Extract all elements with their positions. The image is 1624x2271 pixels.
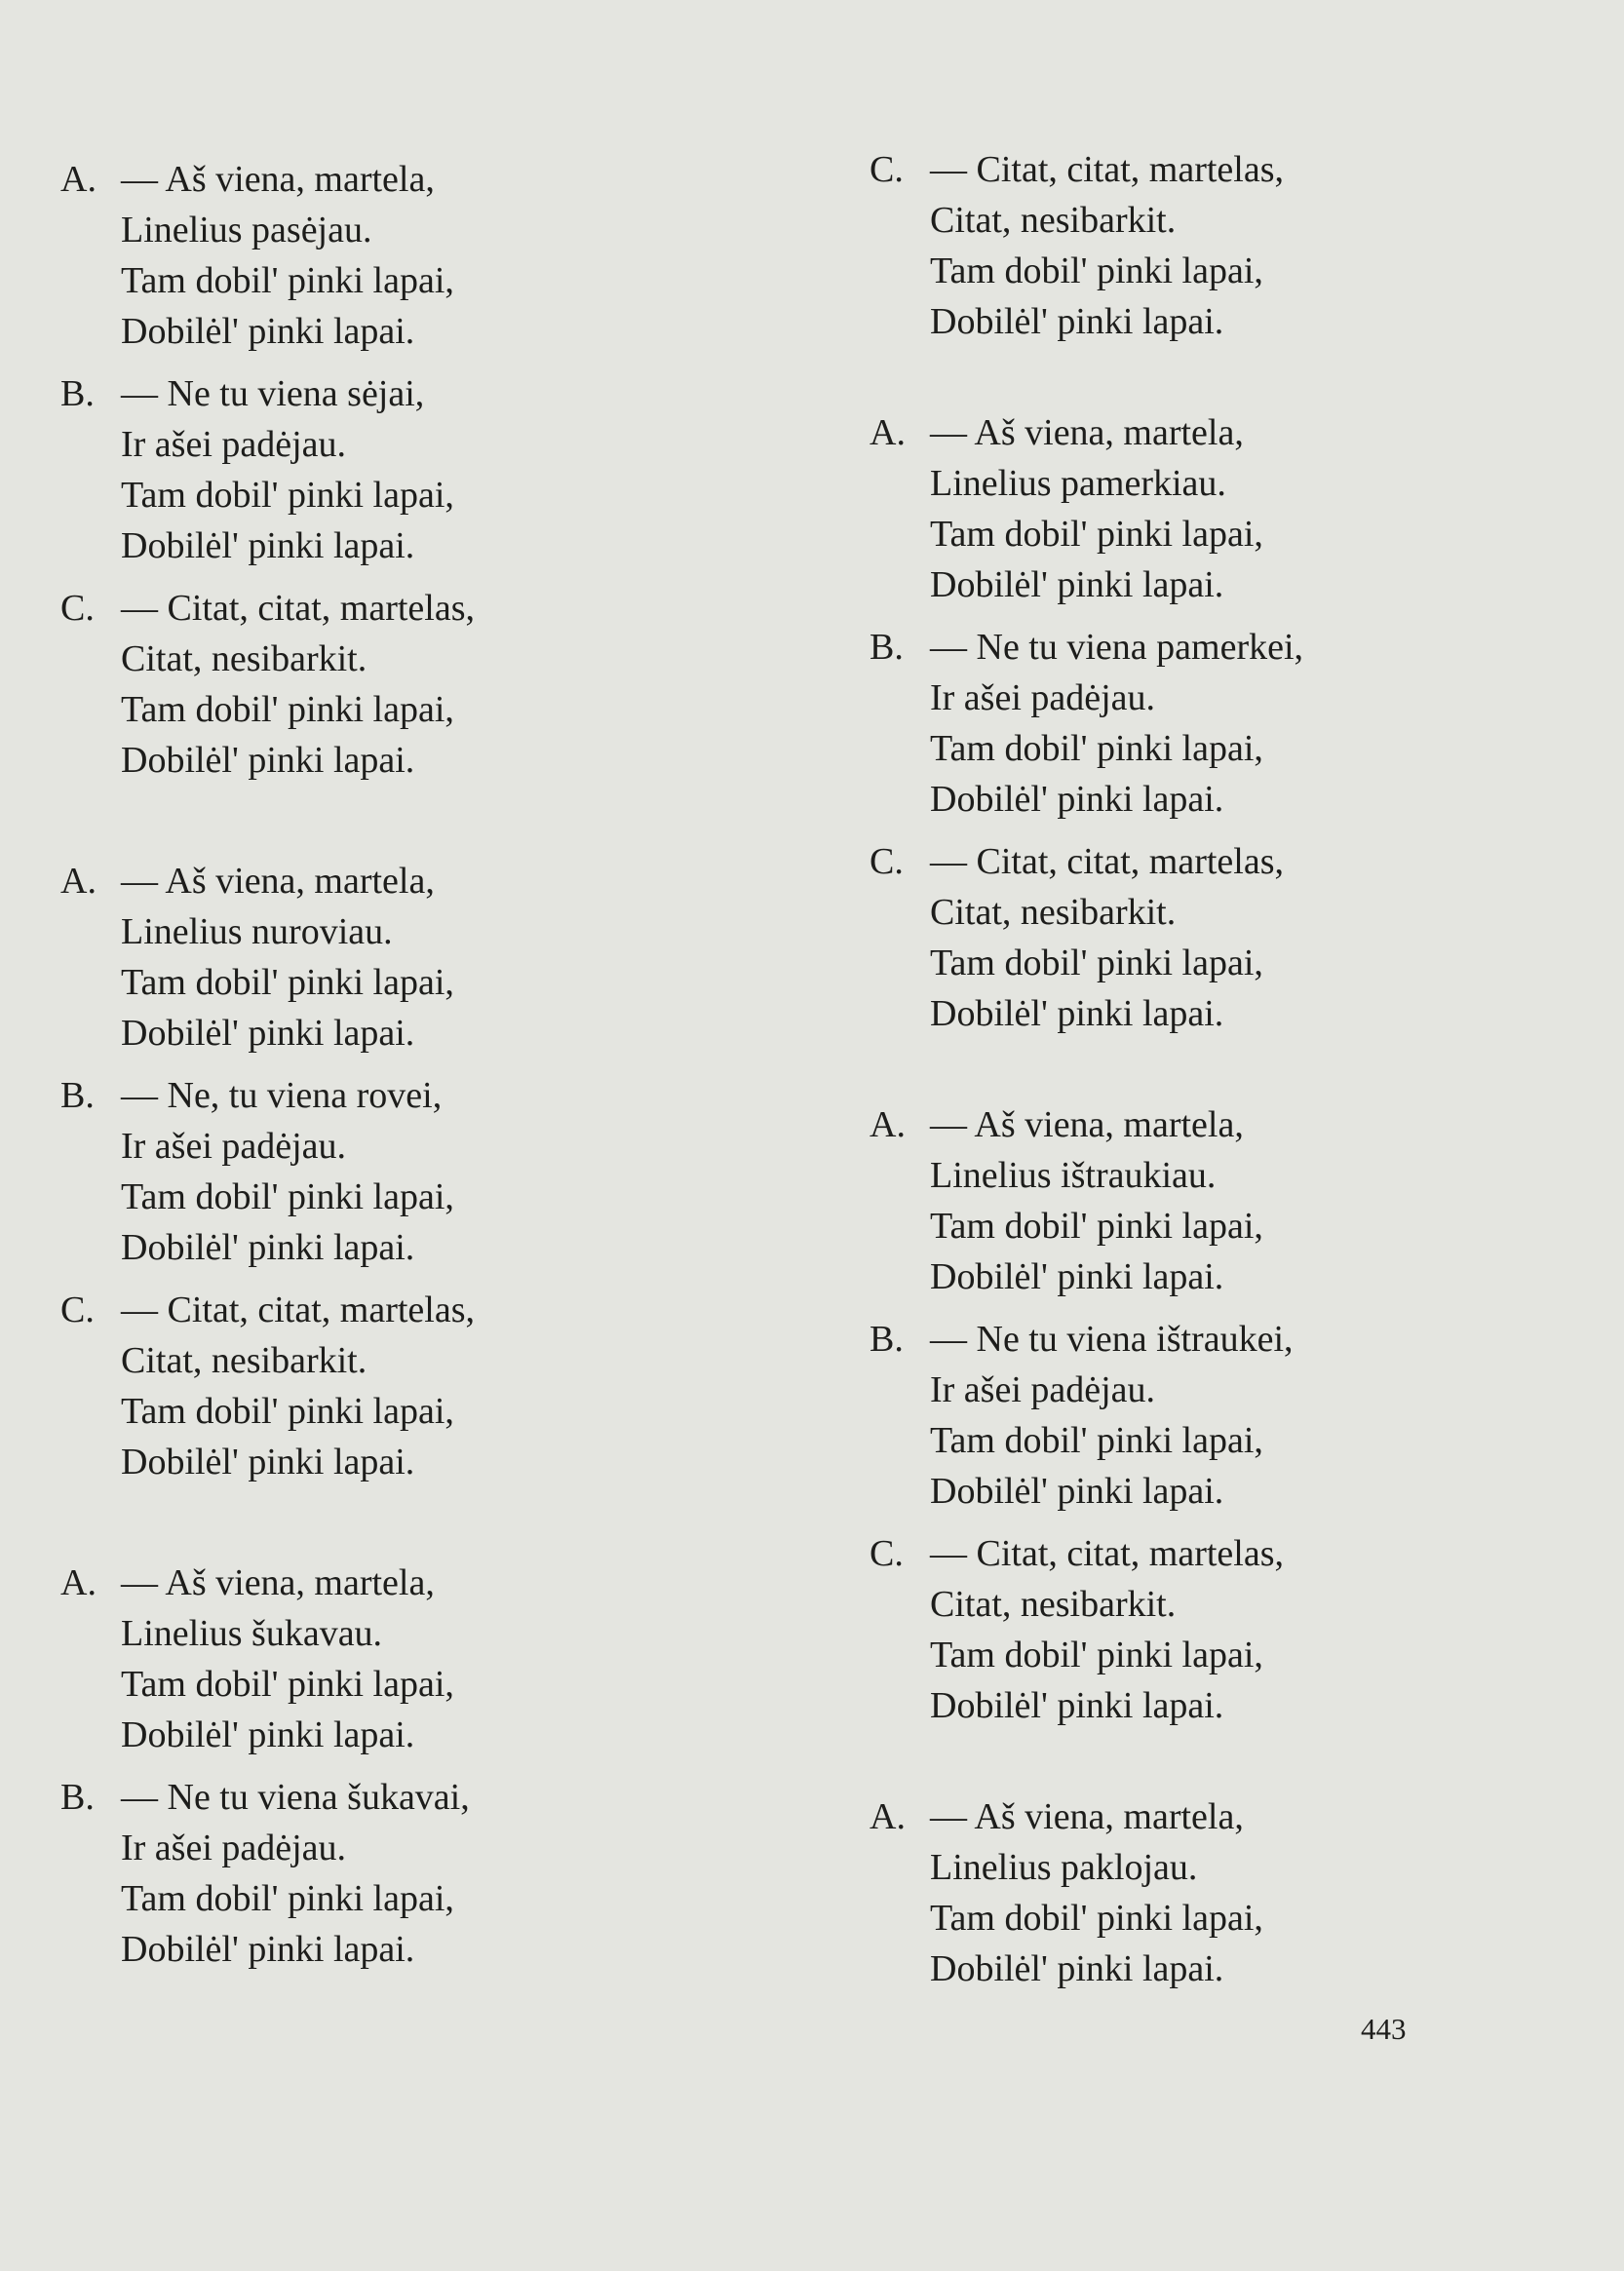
verse-text: Ir ašei padėjau.	[121, 424, 347, 465]
verse-text: — Aš viena, martela,	[930, 1796, 1244, 1837]
verse-line	[60, 1710, 821, 1760]
verse-text: Tam dobil' pinki lapai,	[121, 260, 454, 301]
verse-line	[60, 306, 821, 357]
verse-text: Dobilėl' pinki lapai.	[930, 779, 1224, 820]
verse-text: — Ne tu viena pamerkei,	[930, 627, 1304, 668]
verse-text: Dobilėl' pinki lapai.	[121, 1714, 415, 1755]
verse-text: Tam dobil' pinki lapai,	[121, 1664, 454, 1705]
verse-line	[60, 470, 821, 520]
speaker-label: B.	[60, 1777, 95, 1818]
verse-text: Dobilėl' pinki lapai.	[121, 1929, 415, 1970]
speaker-label: C.	[60, 1289, 95, 1330]
verse-text: Citat, nesibarkit.	[930, 1584, 1177, 1625]
verse-text: — Ne tu viena šukavai,	[121, 1777, 470, 1818]
verse-text: Dobilėl' pinki lapai.	[121, 1013, 415, 1054]
verse-text: Dobilėl' pinki lapai.	[930, 1948, 1224, 1989]
stanza	[60, 1070, 821, 1273]
verse-line	[870, 458, 1624, 509]
verse-text: Tam dobil' pinki lapai,	[121, 962, 454, 1003]
verse-line	[60, 1070, 821, 1121]
verse-text: Tam dobil' pinki lapai,	[930, 1898, 1263, 1939]
stanza	[60, 368, 821, 571]
verse-text: — Citat, citat, martelas,	[930, 841, 1285, 882]
verse-text: Ir ašei padėjau.	[121, 1828, 347, 1868]
verse-text: Dobilėl' pinki lapai.	[930, 301, 1224, 342]
verse-line	[870, 195, 1624, 246]
verse-text: Tam dobil' pinki lapai,	[930, 728, 1263, 769]
verse-text: — Aš viena, martela,	[930, 1104, 1244, 1145]
verse-text: Citat, nesibarkit.	[930, 200, 1177, 241]
verse-text: Dobilėl' pinki lapai.	[121, 1227, 415, 1268]
verse-text: Tam dobil' pinki lapai,	[930, 514, 1263, 555]
speaker-label: A.	[870, 1796, 906, 1837]
verse-text: Linelius nuroviau.	[121, 911, 393, 952]
verse-line	[870, 246, 1624, 296]
stanza	[870, 1528, 1624, 1731]
verse-line	[60, 154, 821, 205]
verse-line	[870, 1944, 1624, 1994]
verse-line	[870, 622, 1624, 673]
verse-line	[870, 1579, 1624, 1630]
verse-text: Ir ašei padėjau.	[930, 677, 1156, 718]
verse-line	[60, 684, 821, 735]
verse-text: Linelius pasėjau.	[121, 210, 372, 250]
verse-line	[60, 1437, 821, 1487]
verse-line	[870, 1314, 1624, 1365]
stanza	[870, 1791, 1624, 1994]
verse-text: Tam dobil' pinki lapai,	[930, 943, 1263, 983]
verse-line	[870, 988, 1624, 1039]
speaker-label: B.	[60, 1075, 95, 1116]
verse-line	[870, 1893, 1624, 1944]
verse-text: Linelius ištraukiau.	[930, 1155, 1217, 1196]
verse-line	[870, 1415, 1624, 1466]
speaker-label: A.	[60, 1562, 97, 1603]
verse-line	[60, 1008, 821, 1059]
verse-line	[870, 887, 1624, 938]
verse-text: Tam dobil' pinki lapai,	[121, 1391, 454, 1432]
verse-line	[870, 723, 1624, 774]
verse-line	[60, 1335, 821, 1386]
verse-line	[60, 1608, 821, 1659]
verse-text: — Citat, citat, martelas,	[121, 1289, 476, 1330]
verse-line	[870, 1680, 1624, 1731]
verse-line	[60, 634, 821, 684]
stanza	[870, 407, 1624, 610]
verse-line	[60, 1823, 821, 1873]
verse-line	[870, 1630, 1624, 1680]
verse-line	[870, 938, 1624, 988]
verse-line	[60, 1222, 821, 1273]
verse-text: Dobilėl' pinki lapai.	[121, 1442, 415, 1482]
stanza	[60, 1772, 821, 1975]
verse-text: Citat, nesibarkit.	[930, 892, 1177, 933]
verse-line	[60, 1659, 821, 1710]
stanza	[870, 1099, 1624, 1302]
verse-text: — Aš viena, martela,	[121, 1562, 435, 1603]
verse-line	[870, 296, 1624, 347]
verse-line	[60, 957, 821, 1008]
verse-text: Dobilėl' pinki lapai.	[121, 311, 415, 352]
verse-text: Dobilėl' pinki lapai.	[930, 1256, 1224, 1297]
verse-line	[870, 509, 1624, 559]
speaker-label: B.	[870, 1319, 904, 1360]
verse-line	[60, 1386, 821, 1437]
verse-text: Tam dobil' pinki lapai,	[930, 1420, 1263, 1461]
verse-text: Linelius šukavau.	[121, 1613, 383, 1654]
stanza	[60, 154, 821, 357]
verse-text: Citat, nesibarkit.	[121, 638, 367, 679]
verse-text: Tam dobil' pinki lapai,	[121, 689, 454, 730]
verse-text: Tam dobil' pinki lapai,	[930, 1206, 1263, 1247]
verse-text: — Aš viena, martela,	[930, 412, 1244, 453]
verse-text: Tam dobil' pinki lapai,	[121, 1878, 454, 1919]
verse-line	[60, 205, 821, 255]
verse-line	[60, 856, 821, 906]
speaker-label: C.	[870, 841, 904, 882]
verse-line	[60, 735, 821, 786]
speaker-label: A.	[870, 412, 906, 453]
verse-text: — Ne, tu viena rovei,	[121, 1075, 443, 1116]
verse-line	[870, 1842, 1624, 1893]
verse-text: — Aš viena, martela,	[121, 861, 435, 902]
verse-text: — Citat, citat, martelas,	[930, 1533, 1285, 1574]
verse-text: Dobilėl' pinki lapai.	[121, 740, 415, 781]
right-column	[870, 0, 1624, 2047]
verse-text: Linelius pamerkiau.	[930, 463, 1226, 504]
verse-text: Tam dobil' pinki lapai,	[121, 475, 454, 516]
verse-text: Tam dobil' pinki lapai,	[930, 1635, 1263, 1675]
stanza	[870, 622, 1624, 825]
verse-line	[60, 1924, 821, 1975]
speaker-label: B.	[60, 373, 95, 414]
verse-line	[60, 520, 821, 571]
stanza	[60, 583, 821, 786]
verse-text: Dobilėl' pinki lapai.	[930, 564, 1224, 605]
verse-text: Linelius paklojau.	[930, 1847, 1198, 1888]
verse-line	[870, 1099, 1624, 1150]
stanza	[60, 1558, 821, 1760]
verse-text: Ir ašei padėjau.	[930, 1369, 1156, 1410]
verse-line	[870, 774, 1624, 825]
verse-line	[870, 559, 1624, 610]
verse-text: — Ne tu viena sėjai,	[121, 373, 425, 414]
verse-line	[60, 1873, 821, 1924]
verse-line	[870, 1251, 1624, 1302]
verse-line	[870, 1201, 1624, 1251]
verse-line	[870, 1528, 1624, 1579]
verse-line	[60, 906, 821, 957]
verse-text: — Aš viena, martela,	[121, 159, 435, 200]
verse-text: Dobilėl' pinki lapai.	[930, 993, 1224, 1034]
verse-line	[870, 673, 1624, 723]
speaker-label: A.	[60, 159, 97, 200]
page-number: 443	[1361, 2012, 1407, 2046]
stanza	[60, 1285, 821, 1487]
verse-line	[60, 368, 821, 419]
verse-text: Dobilėl' pinki lapai.	[930, 1685, 1224, 1726]
verse-line	[870, 407, 1624, 458]
verse-line	[870, 1791, 1624, 1842]
verse-line	[60, 1121, 821, 1172]
speaker-label: B.	[870, 627, 904, 668]
verse-text: Ir ašei padėjau.	[121, 1126, 347, 1167]
speaker-label: A.	[870, 1104, 906, 1145]
verse-line	[60, 1558, 821, 1608]
stanza	[60, 856, 821, 1059]
verse-line	[60, 1285, 821, 1335]
verse-text: — Citat, citat, martelas,	[930, 149, 1285, 190]
verse-line	[60, 583, 821, 634]
verse-line	[870, 1365, 1624, 1415]
speaker-label: C.	[870, 149, 904, 190]
verse-text: Tam dobil' pinki lapai,	[121, 1176, 454, 1217]
stanza	[870, 144, 1624, 347]
stanza	[870, 836, 1624, 1039]
verse-line	[870, 836, 1624, 887]
stanza	[870, 1314, 1624, 1517]
verse-line	[60, 255, 821, 306]
verse-text: — Citat, citat, martelas,	[121, 588, 476, 629]
verse-line	[870, 1150, 1624, 1201]
verse-text: — Ne tu viena ištraukei,	[930, 1319, 1294, 1360]
verse-text: Citat, nesibarkit.	[121, 1340, 367, 1381]
verse-text: Dobilėl' pinki lapai.	[121, 525, 415, 566]
verse-line	[870, 144, 1624, 195]
left-column	[60, 0, 821, 2047]
verse-text: Dobilėl' pinki lapai.	[930, 1471, 1224, 1512]
verse-line	[60, 1172, 821, 1222]
verse-text: Tam dobil' pinki lapai,	[930, 250, 1263, 291]
verse-line	[60, 419, 821, 470]
verse-line	[870, 1466, 1624, 1517]
verse-line	[60, 1772, 821, 1823]
speaker-label: C.	[60, 588, 95, 629]
speaker-label: C.	[870, 1533, 904, 1574]
speaker-label: A.	[60, 861, 97, 902]
